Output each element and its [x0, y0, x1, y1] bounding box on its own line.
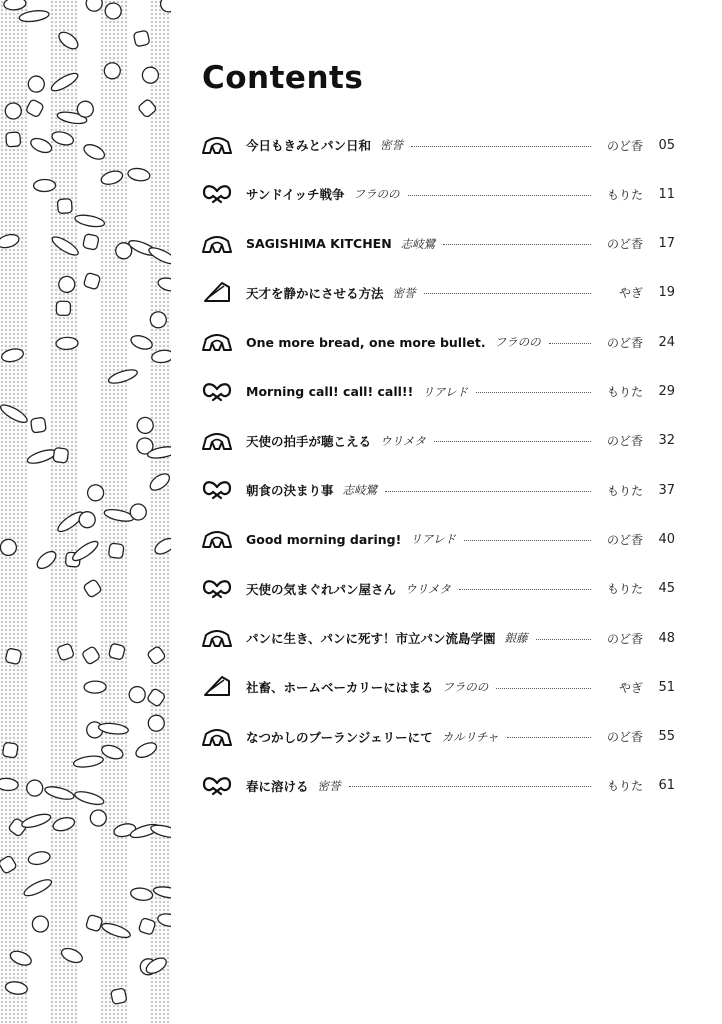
entry-artist: もりた [606, 187, 643, 202]
dot-leader [549, 343, 591, 344]
bread-doodle [26, 74, 47, 95]
bread-doodle [110, 988, 127, 1005]
bread-doodles-illustration [0, 0, 171, 1024]
bread-doodle [130, 887, 153, 902]
croissant-icon [200, 625, 236, 651]
bread-doodle [100, 169, 125, 187]
toc-entry[interactable] [200, 475, 675, 505]
bread-doodle [57, 199, 72, 214]
entry-artist: のど香 [606, 237, 643, 252]
entry-page-number: 37 [658, 482, 675, 498]
entry-artist: やぎ [618, 680, 643, 695]
bread-doodle [74, 789, 106, 807]
entry-title: Good morning daring! [246, 531, 402, 547]
pretzel-icon [200, 477, 236, 503]
dot-leader [408, 195, 591, 196]
bread-doodle [127, 167, 151, 182]
entry-author: フラのの [494, 335, 541, 350]
bread-doodle [3, 101, 24, 122]
bread-doodle [59, 946, 84, 966]
bread-doodle [27, 850, 51, 866]
bread-doodle [0, 232, 20, 250]
toc-entry[interactable] [200, 327, 675, 357]
bread-doodle [29, 136, 54, 156]
entry-author: リアレド [422, 384, 468, 399]
bread-doodle [138, 917, 156, 935]
croissant-icon [200, 329, 236, 355]
entry-title: SAGISHIMA KITCHEN [246, 236, 392, 252]
bread-doodle [19, 9, 50, 23]
entry-title: 今日もきみとパン日和 [246, 138, 372, 153]
bread-doodle [5, 980, 29, 995]
entry-artist: のど香 [606, 631, 643, 646]
dot-leader [476, 392, 591, 393]
bread-doodle [85, 914, 102, 931]
bread-doodle [129, 333, 154, 352]
entry-page-number: 17 [658, 236, 675, 252]
bread-doodle [147, 646, 166, 665]
entry-artist: のど香 [606, 532, 643, 547]
croissant-icon [200, 231, 236, 257]
dot-leader [536, 639, 591, 640]
bread-doodle [33, 179, 55, 191]
bread-pattern-panel [0, 0, 171, 1024]
dot-leader [464, 540, 591, 541]
bread-doodle [34, 548, 59, 571]
bread-doodle [147, 309, 169, 331]
bread-doodle [0, 855, 17, 874]
pretzel-icon [200, 773, 236, 799]
bread-doodle [73, 754, 104, 769]
croissant-icon [200, 526, 236, 552]
bread-doodle [81, 646, 100, 665]
bread-doodle [103, 61, 122, 80]
entry-title: 天使の拍手が聴こえる [246, 433, 372, 449]
entry-title: 天才を静かにさせる方法 [246, 285, 384, 301]
entry-page-number: 61 [658, 778, 675, 794]
bread-doodle [0, 347, 24, 364]
entry-author: フラのの [353, 187, 400, 202]
bread-doodle [57, 274, 78, 295]
bread-doodle [136, 416, 155, 435]
entry-title: Morning call! call! call!! [246, 384, 414, 399]
entry-artist: のど香 [606, 335, 643, 350]
sandwich-icon [200, 280, 236, 306]
entry-artist: のど香 [606, 434, 643, 449]
entry-page-number: 11 [658, 186, 675, 202]
toc-entry[interactable] [200, 426, 675, 456]
bread-doodle [2, 742, 18, 758]
bread-doodle [157, 0, 171, 15]
entry-author: 密誉 [380, 138, 404, 152]
toc-entry[interactable] [200, 524, 675, 554]
entry-title: パンに生き、パンに死す！市立パン流島学園 [246, 631, 496, 646]
toc-entry[interactable] [200, 722, 675, 752]
bread-doodle [103, 0, 124, 21]
entry-artist: のど香 [606, 138, 643, 153]
dot-leader [507, 737, 591, 738]
dot-leader [424, 293, 591, 294]
bread-doodle [0, 539, 17, 557]
bread-doodle [157, 912, 171, 928]
bread-doodle [8, 949, 33, 968]
bread-doodle [108, 543, 124, 559]
bread-doodle [89, 808, 109, 828]
bread-doodle [83, 579, 102, 598]
bread-doodle [142, 67, 158, 83]
bread-doodle [5, 648, 22, 665]
dot-leader [411, 146, 591, 147]
bread-doodle [134, 740, 159, 760]
bread-doodle [157, 276, 171, 293]
bread-doodle [53, 447, 69, 463]
toc-entry[interactable] [200, 623, 675, 653]
entry-author: 密誉 [317, 778, 341, 793]
entry-page-number: 55 [658, 729, 675, 745]
dot-leader [496, 688, 591, 689]
bread-doodle [130, 503, 147, 520]
croissant-icon [200, 132, 236, 158]
toc-entry[interactable] [200, 377, 675, 407]
bread-doodle [0, 402, 29, 426]
bread-doodle [49, 70, 80, 94]
bread-doodle [29, 913, 51, 935]
bread-doodle [137, 98, 157, 118]
bread-doodle [52, 815, 76, 833]
toc-entry[interactable] [200, 771, 675, 801]
entry-page-number: 29 [658, 384, 675, 399]
bread-doodle [6, 132, 21, 147]
entry-author: ウリメタ [380, 433, 426, 448]
toc-entry[interactable] [200, 278, 675, 308]
entry-author: 志岐鷺 [342, 483, 378, 498]
bread-doodle [22, 877, 53, 899]
toc-entry[interactable] [200, 574, 675, 604]
entry-title: 春に溶ける [246, 778, 309, 794]
bread-doodle [56, 337, 78, 350]
bread-doodle [44, 784, 76, 801]
bread-doodle [84, 0, 105, 14]
entry-author: 志岐鷺 [400, 236, 436, 251]
bread-doodle [74, 213, 105, 229]
entry-artist: もりた [606, 385, 643, 399]
bread-doodle [85, 482, 107, 504]
entry-page-number: 40 [658, 531, 675, 547]
bread-doodle [82, 142, 107, 162]
toc-entry[interactable] [200, 229, 675, 259]
bread-doodle [107, 367, 139, 386]
bread-doodle [0, 777, 19, 791]
entry-author: リアレド [410, 532, 456, 547]
entry-artist: やぎ [618, 286, 643, 301]
entry-author: フラのの [442, 680, 489, 695]
entry-author: ウリメタ [405, 581, 451, 596]
bread-doodle [133, 30, 150, 47]
entry-page-number: 24 [658, 334, 675, 350]
entry-page-number: 48 [658, 630, 675, 646]
bread-doodle [83, 234, 100, 251]
bread-doodle [57, 643, 75, 661]
bread-doodle [153, 885, 171, 900]
bread-doodle [152, 535, 171, 557]
bread-doodle [127, 685, 147, 705]
entry-title: 天使の気まぐれパン屋さん [246, 581, 397, 597]
entry-page-number: 51 [658, 679, 675, 695]
bread-doodle [146, 688, 165, 707]
entry-title: なつかしのブーランジェリーにて [246, 729, 433, 745]
pretzel-icon [200, 576, 236, 602]
bread-doodle [147, 471, 171, 494]
entry-author: カルリチャ [441, 729, 499, 744]
page-title: Contents [202, 60, 364, 96]
bread-doodle [26, 447, 58, 466]
bread-doodle [25, 99, 44, 118]
dot-leader [434, 441, 591, 442]
entry-page-number: 32 [658, 433, 675, 449]
entry-title: One more bread, one more bullet. [246, 334, 486, 350]
bread-doodle [150, 823, 171, 840]
bread-doodle [3, 0, 26, 11]
entry-artist: もりた [606, 582, 643, 597]
bread-doodle [50, 234, 81, 258]
bread-doodle [50, 130, 74, 148]
bread-doodle [145, 712, 167, 734]
entry-page-number: 19 [658, 285, 675, 301]
entry-artist: もりた [606, 779, 643, 794]
bread-doodle [84, 681, 106, 693]
entry-page-number: 05 [658, 137, 675, 153]
entry-title: サンドイッチ戦争 [246, 187, 345, 203]
bread-doodle [56, 29, 81, 52]
entry-title: 社畜、ホームベーカリーにはまる [246, 680, 434, 696]
dot-leader [443, 244, 591, 245]
bread-doodle [108, 643, 125, 660]
bread-doodle [83, 272, 100, 289]
bread-doodle [20, 812, 52, 830]
pretzel-icon [200, 181, 236, 207]
bread-doodle [151, 349, 171, 364]
toc-entry[interactable] [200, 130, 675, 160]
dot-leader [349, 786, 591, 787]
sandwich-icon [200, 674, 236, 700]
entry-page-number: 45 [658, 581, 675, 597]
toc-entry[interactable] [200, 179, 675, 209]
pretzel-icon [200, 379, 236, 405]
croissant-icon [200, 428, 236, 454]
bread-doodle [56, 301, 70, 315]
entry-title: 朝食の決まり事 [246, 483, 334, 499]
toc-entry[interactable] [200, 672, 675, 702]
bread-doodle [100, 921, 132, 941]
entry-author: 密誉 [392, 285, 416, 300]
dot-leader [385, 491, 591, 492]
croissant-icon [200, 724, 236, 750]
bread-doodle [30, 417, 46, 433]
entry-artist: のど香 [606, 730, 643, 745]
bread-doodle [24, 777, 46, 799]
entry-author: 銀藤 [504, 631, 528, 645]
dot-leader [459, 589, 591, 590]
entry-artist: もりた [606, 483, 643, 498]
bread-doodle [70, 538, 100, 563]
